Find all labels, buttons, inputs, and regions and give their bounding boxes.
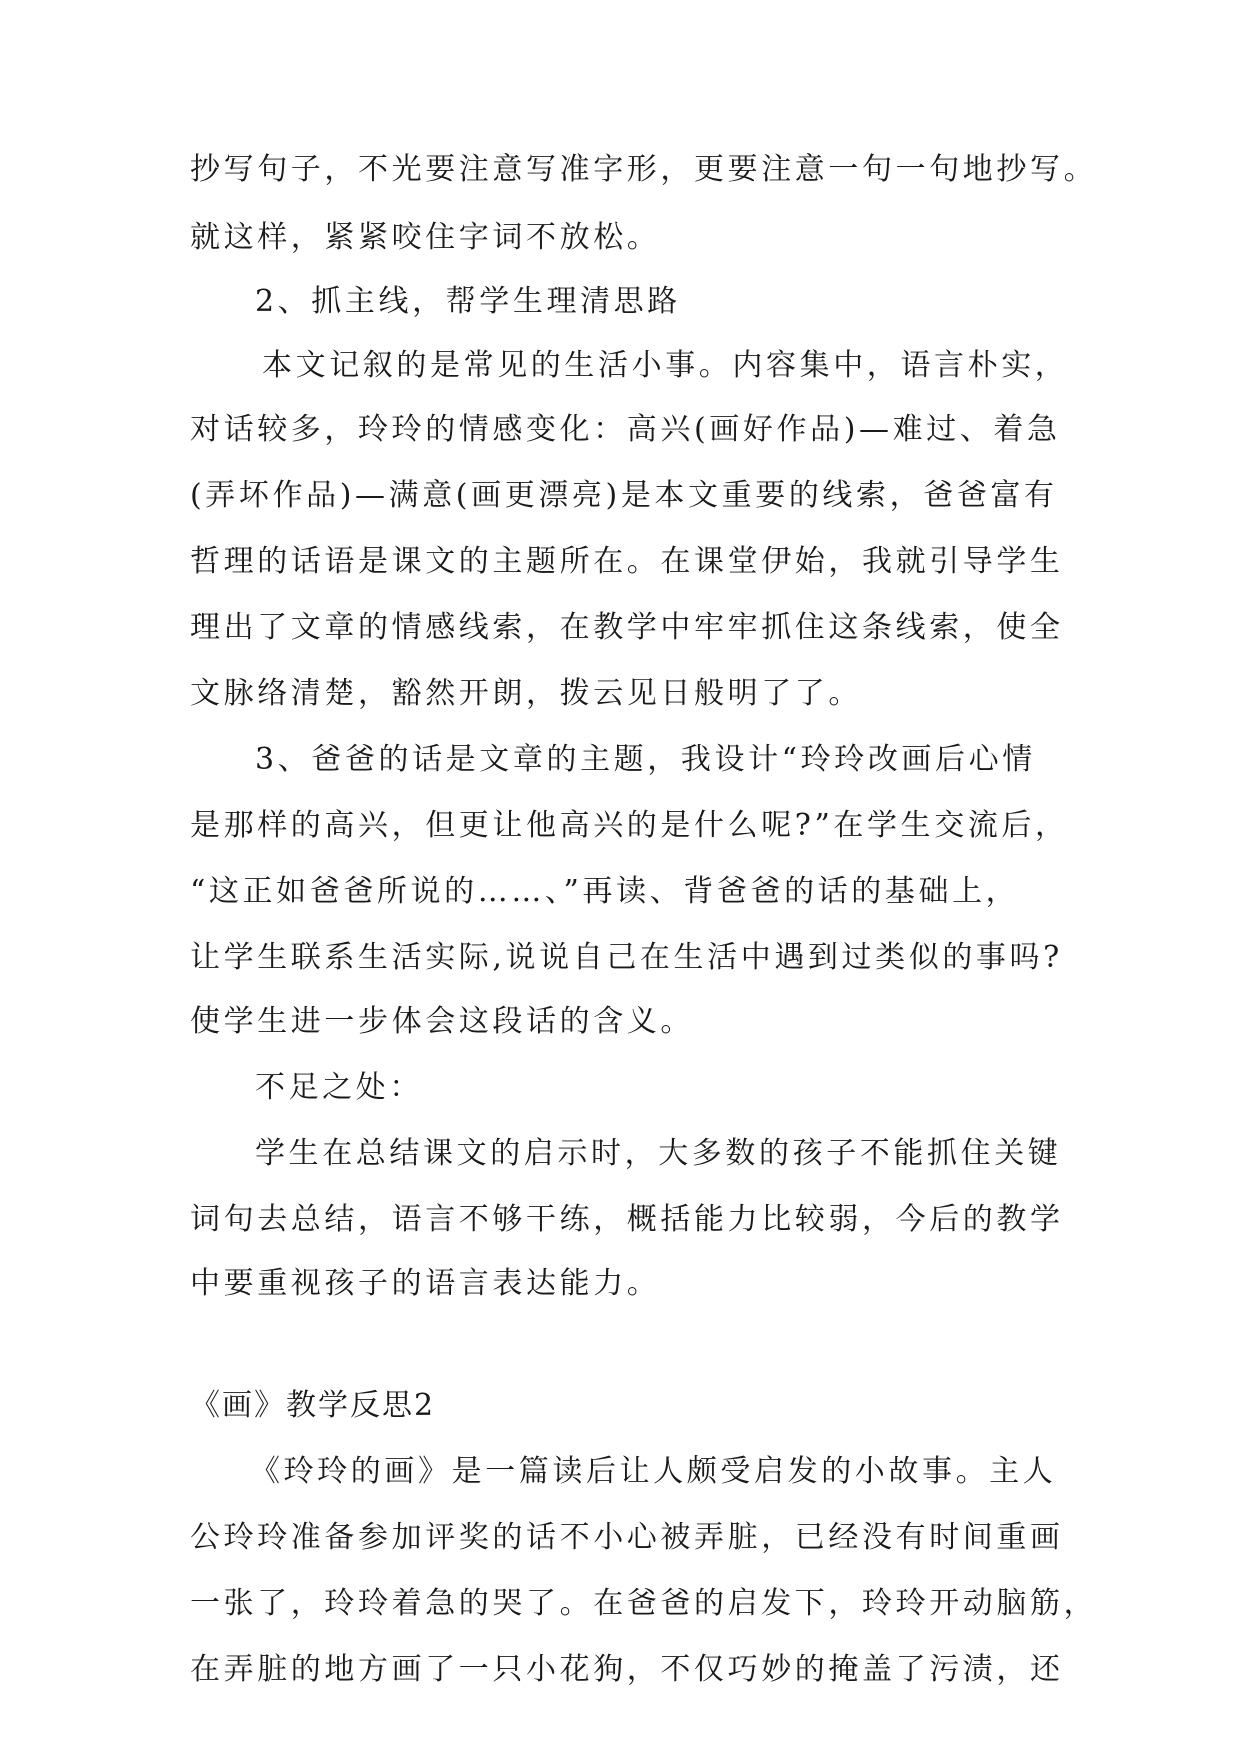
paragraph-line: 词句去总结，语言不够干练，概括能力比较弱，今后的教学 xyxy=(190,1202,1064,1237)
paragraph-line: 《玲玲的画》是一篇读后让人颇受启发的小故事。主人 xyxy=(250,1454,1057,1489)
paragraph-line: 学生在总结课文的启示时，大多数的孩子不能抓住关键 xyxy=(255,1136,1062,1171)
paragraph-line: 抄写句子，不光要注意写准字形，更要注意一句一句地抄写。 xyxy=(190,152,1098,187)
section-heading: 3、爸爸的话是文章的主题，我设计“玲玲改画后心情 xyxy=(255,742,1036,777)
subheading: 不足之处： xyxy=(255,1070,423,1105)
paragraph-line: 对话较多，玲玲的情感变化：高兴(画好作品)—难过、着急 xyxy=(190,412,1061,447)
document-title: 《画》教学反思2 xyxy=(190,1388,436,1423)
paragraph-line: 让学生联系生活实际,说说自己在生活中遇到过类似的事吗? xyxy=(190,940,1063,975)
paragraph-line: 哲理的话语是课文的主题所在。在课堂伊始，我就引导学生 xyxy=(190,544,1064,579)
paragraph-line: 文脉络清楚，豁然开朗，拨云见日般明了了。 xyxy=(190,676,862,711)
paragraph-line: “这正如爸爸所说的……、”再读、背爸爸的话的基础上， xyxy=(190,874,1020,909)
paragraph-line: 理出了文章的情感线索，在教学中牢牢抓住这条线索，使全 xyxy=(190,610,1064,645)
paragraph-line: 本文记叙的是常见的生活小事。内容集中，语言朴实， xyxy=(262,348,1069,383)
section-heading: 2、抓主线，帮学生理清思路 xyxy=(255,284,681,319)
paragraph-line: 就这样，紧紧咬住字词不放松。 xyxy=(190,220,661,255)
paragraph-line: 使学生进一步体会这段话的含义。 xyxy=(190,1004,694,1039)
paragraph-line: 中要重视孩子的语言表达能力。 xyxy=(190,1266,661,1301)
paragraph-line: 是那样的高兴，但更让他高兴的是什么呢?”在学生交流后， xyxy=(190,808,1069,843)
paragraph-line: 一张了，玲玲着急的哭了。在爸爸的启发下，玲玲开动脑筋， xyxy=(190,1586,1098,1621)
paragraph-line: (弄坏作品)—满意(画更漂亮)是本文重要的线索，爸爸富有 xyxy=(190,478,1058,513)
paragraph-line: 在弄脏的地方画了一只小花狗，不仅巧妙的掩盖了污渍，还 xyxy=(190,1652,1064,1687)
paragraph-line: 公玲玲准备参加评奖的话不小心被弄脏，已经没有时间重画 xyxy=(190,1520,1064,1555)
